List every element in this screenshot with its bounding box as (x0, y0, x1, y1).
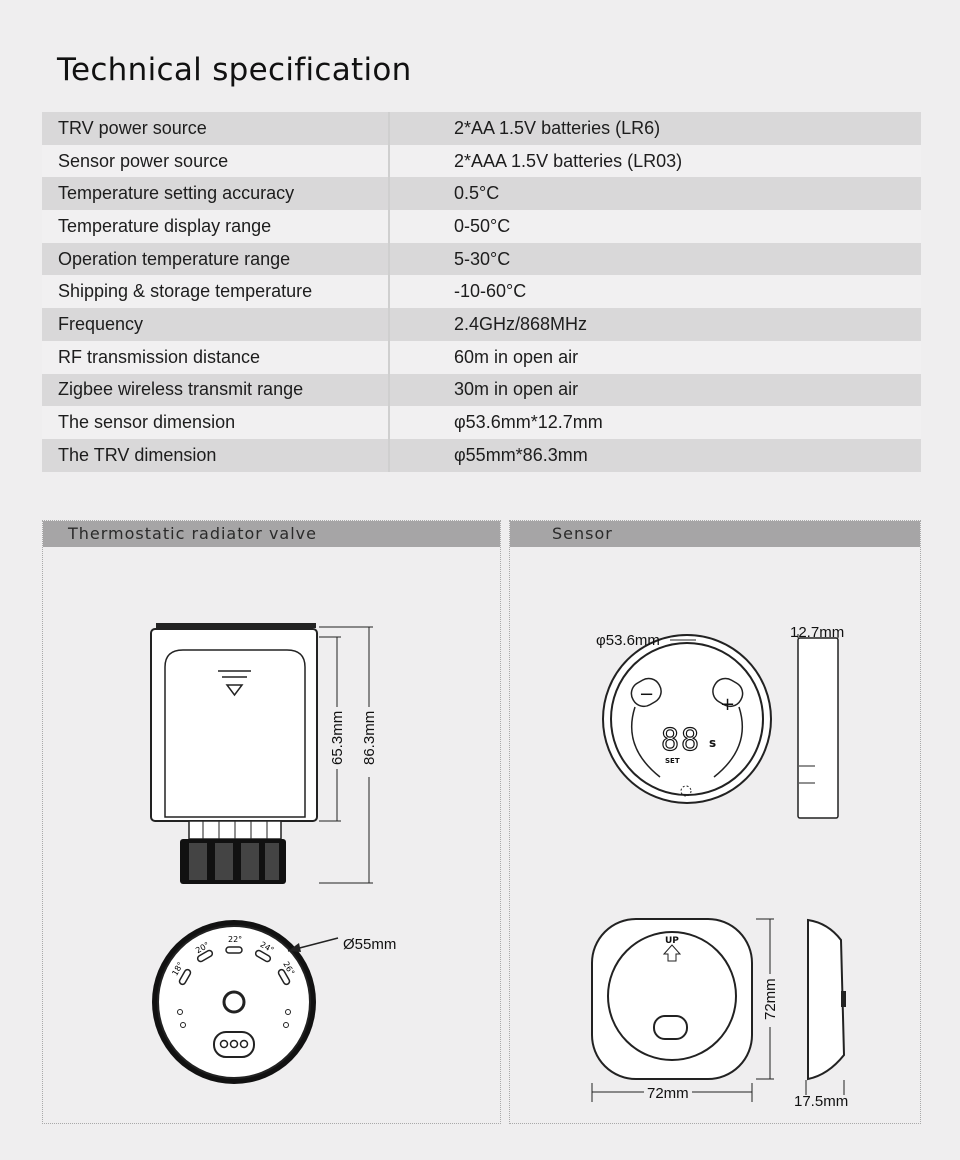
trv-diameter-label: Ø55mm (343, 936, 397, 953)
sensor-panel (509, 520, 921, 1124)
spec-row (42, 210, 921, 243)
sensor-diameter-label: φ53.6mm (596, 632, 660, 649)
sensor-up-label: UP (665, 936, 679, 946)
spec-row (42, 275, 921, 308)
spec-row (42, 177, 921, 210)
spec-label: Shipping & storage temperature (42, 275, 389, 308)
spec-label: Frequency (42, 308, 389, 341)
spec-row (42, 145, 921, 178)
sensor-drawing (510, 547, 920, 1123)
trv-body-illustration (151, 623, 317, 884)
trv-dial-illustration (152, 920, 316, 1084)
trv-panel-title: Thermostatic radiator valve (43, 521, 500, 547)
sensor-base-depth-label: 17.5mm (794, 1093, 849, 1110)
spec-label: The TRV dimension (42, 439, 389, 472)
spec-label: Zigbee wireless transmit range (42, 374, 389, 407)
svg-text:+: + (720, 694, 736, 715)
spec-row (42, 243, 921, 276)
spec-label: The sensor dimension (42, 406, 389, 439)
spec-value: 2.4GHz/868MHz (389, 308, 921, 341)
spec-label: Sensor power source (42, 145, 389, 178)
sensor-thickness-label: 12.7mm (790, 624, 845, 641)
sensor-base-width-label: 72mm (647, 1085, 689, 1102)
spec-label: Temperature display range (42, 210, 389, 243)
spec-row (42, 374, 921, 407)
spec-value: 60m in open air (389, 341, 921, 374)
sensor-base-illustration (592, 919, 774, 1102)
spec-value: 5-30°C (389, 243, 921, 276)
spec-row (42, 112, 921, 145)
sensor-display-set: SET (665, 757, 680, 765)
sensor-base-height-label: 72mm (762, 978, 779, 1020)
trv-total-height-label: 86.3mm (361, 710, 378, 765)
spec-label: Temperature setting accuracy (42, 177, 389, 210)
spec-row (42, 308, 921, 341)
svg-text:−: − (639, 684, 655, 705)
spec-value: 0.5°C (389, 177, 921, 210)
dial-mark-20: 20° (194, 940, 211, 956)
spec-table (42, 112, 921, 472)
spec-value: 2*AAA 1.5V batteries (LR03) (389, 145, 921, 178)
sensor-panel-title: Sensor (510, 521, 920, 547)
spec-label: TRV power source (42, 112, 389, 145)
spec-row (42, 439, 921, 472)
dial-mark-26: 26° (281, 960, 297, 977)
dial-mark-18: 18° (170, 960, 186, 978)
sensor-base-side-illustration (806, 920, 846, 1095)
sensor-display-unit: s (709, 736, 717, 750)
spec-value: 30m in open air (389, 374, 921, 407)
spec-row (42, 341, 921, 374)
trv-body-height-label: 65.3mm (329, 710, 346, 765)
trv-drawing (43, 547, 500, 1123)
sensor-display-digits: 88 (661, 723, 702, 758)
spec-value: φ53.6mm*12.7mm (389, 406, 921, 439)
spec-row (42, 406, 921, 439)
page-title: Technical specification (57, 52, 412, 88)
spec-label: RF transmission distance (42, 341, 389, 374)
spec-value: φ55mm*86.3mm (389, 439, 921, 472)
spec-label: Operation temperature range (42, 243, 389, 276)
spec-value: 0-50°C (389, 210, 921, 243)
spec-value: -10-60°C (389, 275, 921, 308)
sensor-side-illustration (798, 634, 838, 818)
spec-value: 2*AA 1.5V batteries (LR6) (389, 112, 921, 145)
dial-mark-24: 24° (258, 939, 276, 955)
sensor-front-illustration (603, 635, 771, 803)
dial-mark-22: 22° (228, 935, 243, 944)
trv-panel (42, 520, 501, 1124)
